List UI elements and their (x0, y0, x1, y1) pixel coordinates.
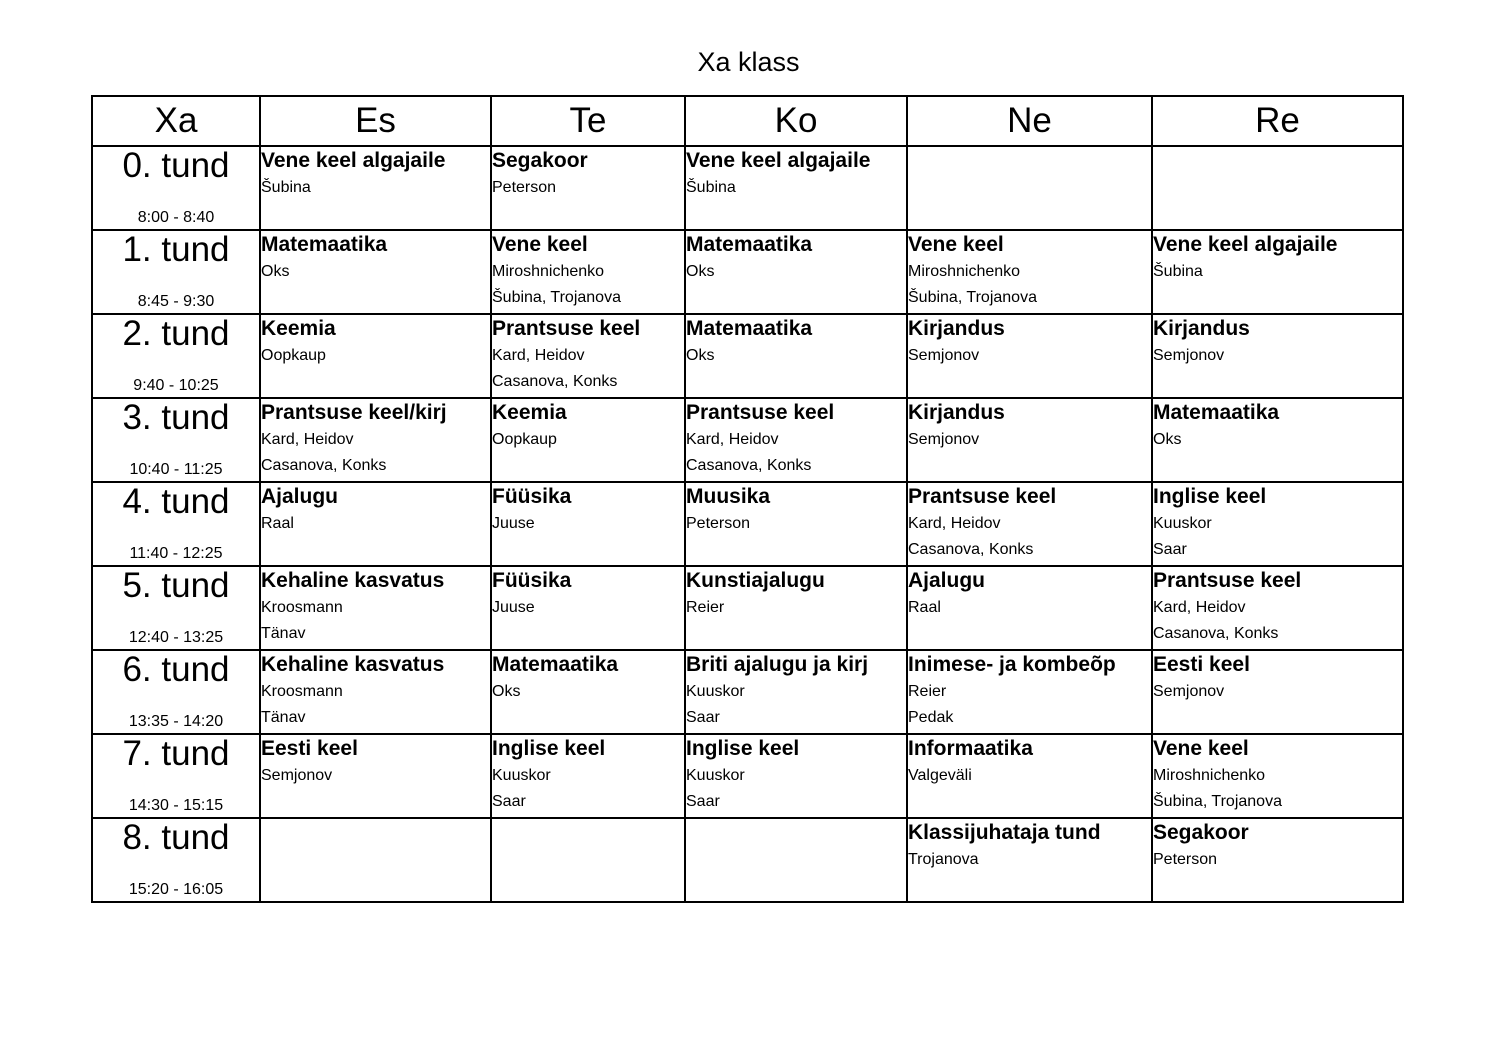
lesson-teacher: Reier (686, 599, 725, 616)
lesson-subject: Segakoor (1153, 821, 1249, 844)
lesson-cell-ko (685, 482, 907, 566)
lesson-subject: Inglise keel (492, 737, 606, 760)
lesson-teacher: Šubina (686, 179, 736, 196)
lesson-cell-es (260, 398, 491, 482)
lesson-teacher: Kroosmann (261, 599, 343, 616)
lesson-teacher: Miroshnichenko (492, 263, 605, 280)
lesson-teacher: Peterson (492, 179, 557, 196)
lesson-teacher-2: Tänav (261, 625, 306, 642)
lesson-cell-es (260, 230, 491, 314)
lesson-subject: Klassijuhataja tund (908, 821, 1101, 844)
lesson-subject: Kehaline kasvatus (261, 653, 445, 676)
lesson-cell-ko (685, 818, 907, 902)
lesson-cell-ko (685, 734, 907, 818)
lesson-subject: Vene keel (1153, 737, 1249, 760)
lesson-teacher-2: Saar (492, 793, 526, 810)
lesson-cell-te (491, 146, 685, 230)
period-cell (92, 398, 260, 482)
lesson-cell-re (1152, 314, 1403, 398)
lesson-teacher: Oks (686, 347, 715, 364)
header-day-ne: Ne (907, 96, 1152, 146)
lesson-subject: Matemaatika (261, 233, 388, 256)
lesson-cell-ko (685, 566, 907, 650)
lesson-cell-es (260, 314, 491, 398)
lesson-cell-ne (907, 482, 1152, 566)
lesson-subject: Vene keel (492, 233, 588, 256)
lesson-subject: Matemaatika (686, 233, 813, 256)
period-row (92, 566, 1403, 650)
lesson-subject: Vene keel (908, 233, 1004, 256)
page-title: Xa klass (697, 47, 800, 77)
period-cell (92, 146, 260, 230)
lesson-cell-re (1152, 146, 1403, 230)
lesson-cell-re (1152, 398, 1403, 482)
lesson-teacher-2: Casanova, Konks (1153, 625, 1279, 642)
lesson-cell-ko (685, 230, 907, 314)
lesson-subject: Segakoor (492, 149, 588, 172)
period-time: 13:35 - 14:20 (128, 713, 224, 730)
lesson-teacher: Semjonov (908, 431, 980, 448)
header-corner: Xa (92, 96, 260, 146)
lesson-subject: Keemia (492, 401, 567, 424)
lesson-teacher: Oopkaup (261, 347, 326, 364)
lesson-cell-te (491, 566, 685, 650)
lesson-teacher: Kard, Heidov (908, 515, 1001, 532)
lesson-teacher: Kard, Heidov (492, 347, 585, 364)
period-time: 8:00 - 8:40 (137, 209, 215, 226)
period-time: 11:40 - 12:25 (129, 545, 223, 562)
lesson-cell-re (1152, 650, 1403, 734)
lesson-cell-ne (907, 566, 1152, 650)
period-cell (92, 230, 260, 314)
lesson-teacher: Oks (261, 263, 290, 280)
lesson-cell-te (491, 398, 685, 482)
lesson-teacher-2: Šubina, Trojanova (1153, 793, 1282, 810)
lesson-subject: Prantsuse keel (1153, 569, 1302, 592)
header-row (92, 96, 1403, 146)
lesson-teacher-2: Casanova, Konks (492, 373, 618, 390)
lesson-teacher: Semjonov (908, 347, 980, 364)
period-time: 9:40 - 10:25 (133, 377, 219, 394)
lesson-subject: Inimese- ja kombeõp (908, 653, 1116, 676)
lesson-teacher-2: Pedak (908, 709, 954, 726)
lesson-teacher-2: Casanova, Konks (908, 541, 1034, 558)
lesson-subject: Ajalugu (908, 569, 985, 592)
period-cell (92, 482, 260, 566)
lesson-cell-te (491, 650, 685, 734)
period-row (92, 734, 1403, 818)
lesson-teacher: Kuuskor (686, 767, 745, 784)
lesson-teacher-2: Saar (1153, 541, 1187, 558)
period-name: 4. tund (122, 482, 230, 521)
period-name: 8. tund (122, 818, 230, 857)
lesson-cell-te (491, 482, 685, 566)
lesson-teacher: Oopkaup (492, 431, 557, 448)
lesson-teacher: Kuuskor (686, 683, 745, 700)
lesson-cell-ne (907, 146, 1152, 230)
lesson-cell-re (1152, 734, 1403, 818)
lesson-subject: Eesti keel (1153, 653, 1250, 676)
period-name: 3. tund (122, 398, 230, 437)
lesson-teacher: Šubina (1153, 263, 1203, 280)
lesson-subject: Kehaline kasvatus (261, 569, 445, 592)
lesson-subject: Muusika (686, 485, 771, 508)
lesson-teacher: Miroshnichenko (908, 263, 1021, 280)
lesson-teacher: Kard, Heidov (1153, 599, 1246, 616)
lesson-teacher: Semjonov (261, 767, 333, 784)
lesson-subject: Matemaatika (686, 317, 813, 340)
header-day-te: Te (491, 96, 685, 146)
lesson-teacher: Kroosmann (261, 683, 343, 700)
lesson-subject: Matemaatika (1153, 401, 1280, 424)
lesson-teacher: Kuuskor (492, 767, 551, 784)
lesson-cell-re (1152, 230, 1403, 314)
lesson-teacher-2: Saar (686, 709, 720, 726)
period-row (92, 314, 1403, 398)
lesson-subject: Keemia (261, 317, 336, 340)
lesson-subject: Kunstiajalugu (686, 569, 825, 592)
period-row (92, 230, 1403, 314)
lesson-teacher: Valgeväli (908, 767, 972, 784)
lesson-cell-re (1152, 566, 1403, 650)
period-row (92, 650, 1403, 734)
lesson-subject: Füüsika (492, 485, 572, 508)
lesson-teacher: Kard, Heidov (686, 431, 779, 448)
lesson-subject: Kirjandus (1153, 317, 1250, 340)
lesson-teacher: Kuuskor (1153, 515, 1212, 532)
lesson-teacher: Oks (686, 263, 715, 280)
lesson-subject: Prantsuse keel (492, 317, 641, 340)
lesson-teacher: Oks (492, 683, 521, 700)
header-day-ko: Ko (685, 96, 907, 146)
lesson-subject: Füüsika (492, 569, 572, 592)
lesson-cell-es (260, 818, 491, 902)
lesson-teacher: Juuse (492, 599, 535, 616)
lesson-teacher: Raal (908, 599, 941, 616)
period-name: 1. tund (122, 230, 230, 269)
period-name: 0. tund (122, 146, 230, 185)
lesson-cell-es (260, 482, 491, 566)
period-time: 14:30 - 15:15 (128, 797, 224, 814)
period-cell (92, 314, 260, 398)
lesson-subject: Informaatika (908, 737, 1033, 760)
lesson-subject: Vene keel algajaile (261, 149, 446, 172)
lesson-subject: Kirjandus (908, 317, 1005, 340)
period-row (92, 146, 1403, 230)
lesson-subject: Briti ajalugu ja kirj (686, 653, 869, 676)
lesson-cell-ko (685, 146, 907, 230)
lesson-subject: Inglise keel (1153, 485, 1267, 508)
lesson-teacher: Trojanova (908, 851, 979, 868)
period-name: 7. tund (122, 734, 230, 773)
lesson-cell-es (260, 146, 491, 230)
period-cell (92, 566, 260, 650)
period-time: 8:45 - 9:30 (137, 293, 215, 310)
lesson-teacher: Juuse (492, 515, 535, 532)
lesson-subject: Ajalugu (261, 485, 338, 508)
lesson-subject: Kirjandus (908, 401, 1005, 424)
lesson-cell-ko (685, 314, 907, 398)
lesson-teacher-2: Casanova, Konks (686, 457, 812, 474)
lesson-cell-re (1152, 482, 1403, 566)
lesson-subject: Vene keel algajaile (1153, 233, 1338, 256)
header-day-re: Re (1152, 96, 1403, 146)
period-name: 5. tund (122, 566, 230, 605)
lesson-subject: Eesti keel (261, 737, 358, 760)
lesson-teacher: Semjonov (1153, 683, 1225, 700)
period-row (92, 818, 1403, 902)
lesson-teacher-2: Saar (686, 793, 720, 810)
lesson-teacher-2: Casanova, Konks (261, 457, 387, 474)
lesson-teacher: Peterson (1153, 851, 1218, 868)
lesson-teacher: Oks (1153, 431, 1182, 448)
lesson-cell-es (260, 734, 491, 818)
lesson-cell-te (491, 230, 685, 314)
period-time: 15:20 - 16:05 (128, 881, 224, 898)
period-row (92, 482, 1403, 566)
period-cell (92, 818, 260, 902)
lesson-teacher: Miroshnichenko (1153, 767, 1266, 784)
lesson-subject: Prantsuse keel/kirj (261, 401, 447, 424)
lesson-teacher: Kard, Heidov (261, 431, 354, 448)
lesson-cell-te (491, 734, 685, 818)
lesson-cell-es (260, 650, 491, 734)
period-cell (92, 734, 260, 818)
lesson-subject: Vene keel algajaile (686, 149, 871, 172)
period-time: 10:40 - 11:25 (129, 461, 223, 478)
lesson-cell-ne (907, 314, 1152, 398)
lesson-cell-ne (907, 734, 1152, 818)
lesson-cell-ne (907, 398, 1152, 482)
period-time: 12:40 - 13:25 (128, 629, 224, 646)
lesson-teacher: Reier (908, 683, 947, 700)
lesson-cell-te (491, 314, 685, 398)
timetable (91, 95, 1404, 903)
period-name: 6. tund (122, 650, 230, 689)
lesson-cell-ko (685, 398, 907, 482)
lesson-teacher-2: Šubina, Trojanova (908, 289, 1037, 306)
lesson-cell-ko (685, 650, 907, 734)
lesson-cell-te (491, 818, 685, 902)
lesson-subject: Prantsuse keel (686, 401, 835, 424)
lesson-cell-ne (907, 818, 1152, 902)
lesson-teacher: Semjonov (1153, 347, 1225, 364)
lesson-cell-es (260, 566, 491, 650)
lesson-subject: Matemaatika (492, 653, 619, 676)
period-name: 2. tund (122, 314, 230, 353)
period-row (92, 398, 1403, 482)
lesson-teacher: Peterson (686, 515, 751, 532)
lesson-teacher-2: Šubina, Trojanova (492, 289, 621, 306)
lesson-teacher: Šubina (261, 179, 311, 196)
lesson-subject: Inglise keel (686, 737, 800, 760)
lesson-teacher-2: Tänav (261, 709, 306, 726)
header-day-es: Es (260, 96, 491, 146)
lesson-subject: Prantsuse keel (908, 485, 1057, 508)
period-cell (92, 650, 260, 734)
lesson-cell-ne (907, 230, 1152, 314)
lesson-cell-re (1152, 818, 1403, 902)
lesson-teacher: Raal (261, 515, 294, 532)
lesson-cell-ne (907, 650, 1152, 734)
